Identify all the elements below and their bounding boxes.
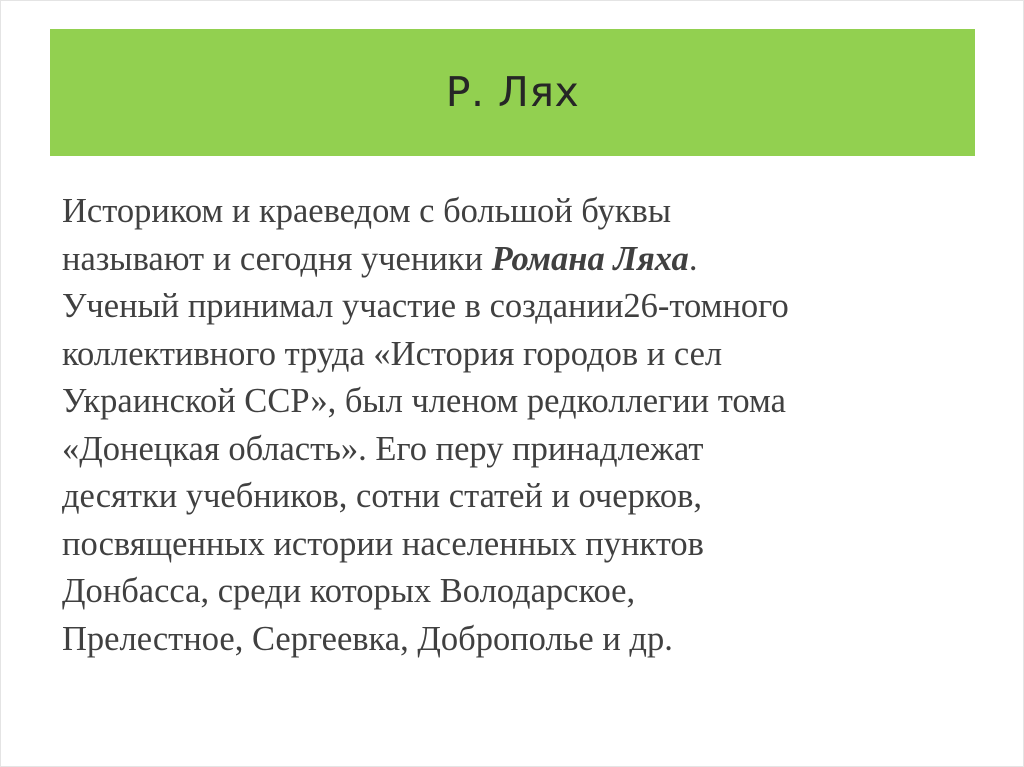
body-line-4: коллективного труда «История городов и сел: [62, 334, 723, 373]
slide-title: Р. Лях: [445, 68, 580, 116]
body-line-8: посвященных истории населенных пунктов: [62, 524, 704, 563]
author-name-emphasis: Романа Ляха: [491, 239, 689, 278]
body-line-5: Украинской ССР», был членом редколлегии тома: [62, 382, 786, 420]
body-line-1: Историком и краеведом с большой буквы: [62, 192, 672, 230]
body-line-7: десятки учебников, сотни статей и очерков,: [62, 477, 703, 515]
body-line-6: «Донецкая область». Его перу принадлежат: [62, 429, 704, 468]
body-line-2-start: называют и сегодня ученики: [62, 239, 492, 278]
body-line-2-end: .: [688, 239, 698, 278]
body-line-9: Донбасса, среди которых Володарское,: [62, 572, 636, 610]
body-line-10: Прелестное, Сергеевка, Доброполье и др.: [62, 619, 673, 658]
body-line-3: Ученый принимал участие в создании26-томного: [62, 287, 789, 325]
body-line-2: [62, 236, 982, 284]
body-paragraph: [62, 188, 982, 663]
title-band: [50, 29, 975, 156]
